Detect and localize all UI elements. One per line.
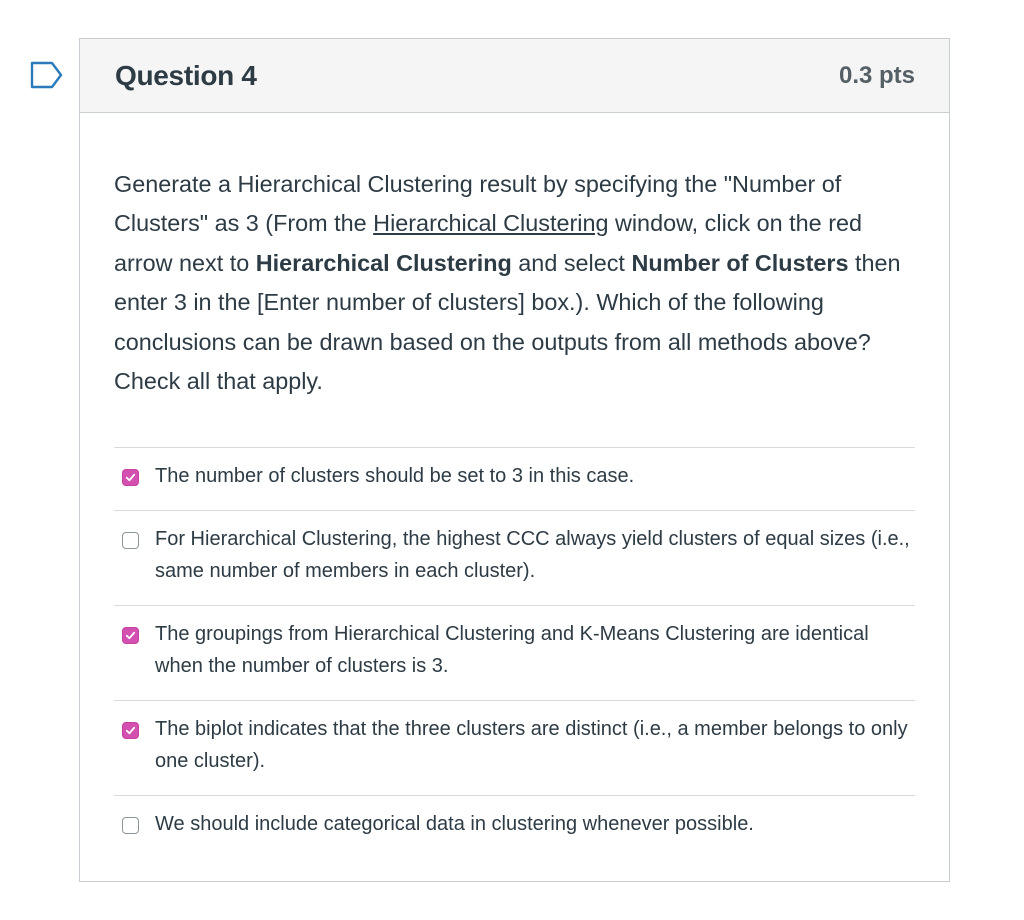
flag-question-icon[interactable] <box>30 61 64 89</box>
question-body <box>80 113 949 859</box>
answer-option[interactable] <box>114 796 915 859</box>
answer-label: The number of clusters should be set to 3 in this case. <box>155 465 635 488</box>
answer-option[interactable] <box>114 606 915 701</box>
question-header <box>80 39 949 113</box>
answer-checkbox[interactable] <box>122 722 139 739</box>
answer-checkbox[interactable] <box>122 817 139 834</box>
question-text <box>114 165 915 401</box>
answer-list <box>114 447 915 859</box>
checkmark-icon <box>125 472 136 483</box>
answer-checkbox[interactable] <box>122 627 139 644</box>
hierarchical-clustering-link: Hierarchical Clustering <box>373 210 609 237</box>
answer-option[interactable] <box>114 511 915 606</box>
question-text-bold: Number of Clusters <box>631 249 849 276</box>
answer-checkbox[interactable] <box>122 532 139 549</box>
answer-label: We should include categorical data in clustering whenever possible. <box>155 813 754 836</box>
question-points: 0.3 pts <box>838 61 915 89</box>
question-title: Question 4 <box>115 59 257 91</box>
answer-checkbox[interactable] <box>122 469 139 486</box>
question-text-part: window, click on the red arrow next to <box>114 210 862 276</box>
answer-label: The biplot indicates that the three clusters are distinct (i.e., a member belongs to only one cluster). <box>155 718 908 773</box>
question-text-part: then enter 3 in the [Enter number of clusters] box.). Which of the following conclusions can be drawn based on the outputs from all methods above? Check all that apply. <box>114 249 901 395</box>
checkmark-icon <box>125 725 136 736</box>
question-text-part: Generate a Hierarchical Clustering result by specifying the "Number of Clusters" as 3 (From the <box>114 171 842 237</box>
checkmark-icon <box>125 630 136 641</box>
answer-label: The groupings from Hierarchical Clustering and K-Means Clustering are identical when the number of clusters is 3. <box>155 623 869 678</box>
question-text-part: and select <box>511 249 632 276</box>
question-card <box>79 38 950 882</box>
answer-option[interactable] <box>114 701 915 796</box>
answer-label: For Hierarchical Clustering, the highest CCC always yield clusters of equal sizes (i.e., same number of members in each cluster). <box>155 528 910 583</box>
question-text-bold: Hierarchical Clustering <box>255 249 512 276</box>
answer-option[interactable] <box>114 448 915 511</box>
